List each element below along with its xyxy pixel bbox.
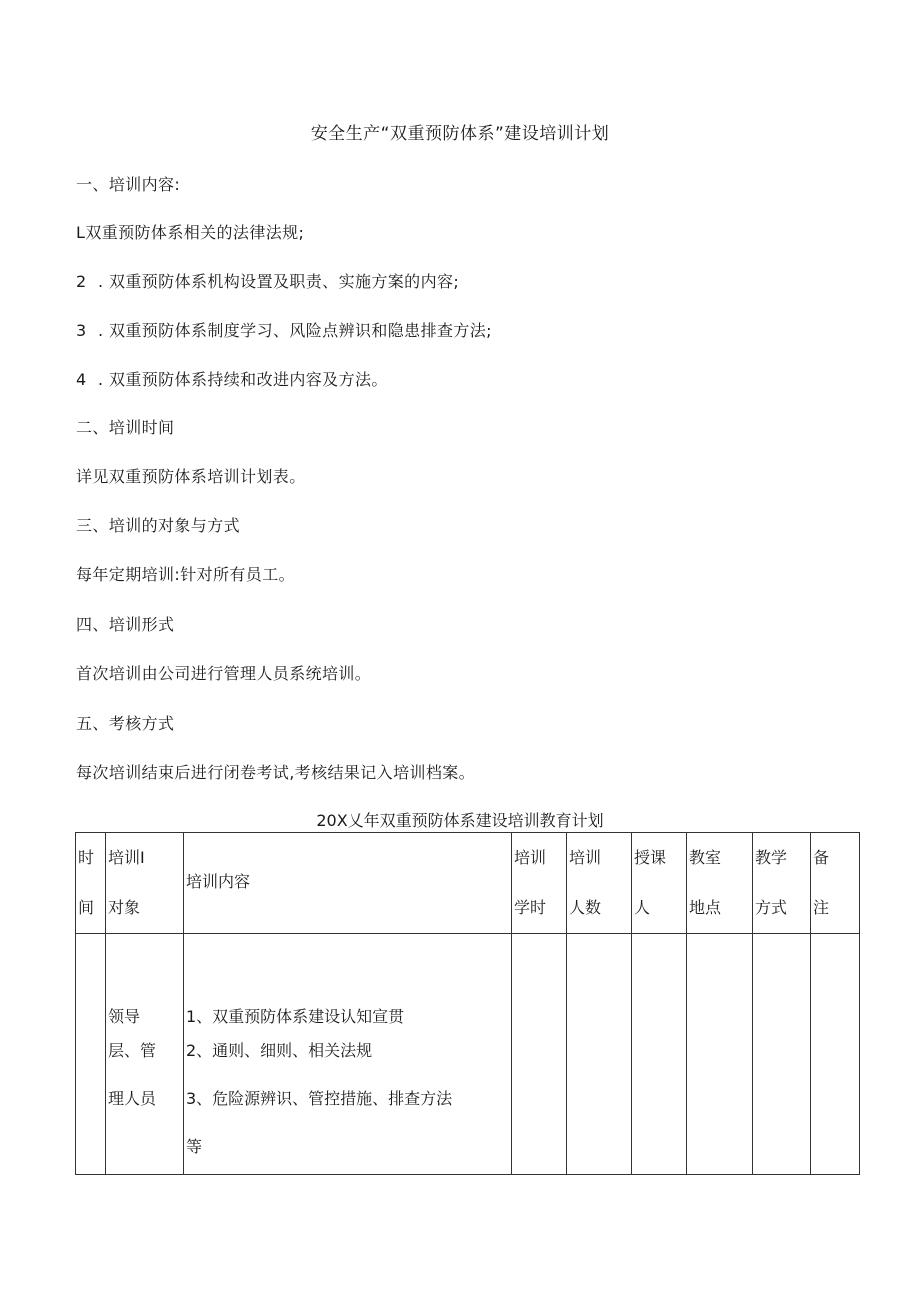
header-room: 教室 地点: [687, 833, 753, 934]
content-line-3: 3、危险源辨识、管控措施、排查方法: [186, 1089, 453, 1108]
cell-content: [184, 934, 512, 1175]
content-item-4: [76, 367, 388, 390]
table-title: 20X乂年双重预防体系建设培训教育计划: [316, 811, 604, 830]
item-text: . 双重预防体系制度学习、风险点辨识和隐患排查方法;: [98, 321, 492, 340]
target-line-1: 领导: [108, 1007, 141, 1026]
item-number: 2: [76, 272, 87, 291]
content-line-1: 1、双重预防体系建设认知宣贯: [186, 1007, 405, 1026]
header-hours: 培训 学时: [512, 833, 567, 934]
content-item-3: [76, 318, 492, 341]
header-count: 培训 人数: [567, 833, 632, 934]
header-remark: 备 注: [811, 833, 860, 934]
section-heading-assessment: 五、考核方式: [76, 714, 175, 733]
item-number: 3: [76, 321, 87, 340]
item-number: 4: [76, 370, 87, 389]
item-text: . 双重预防体系机构设置及职责、实施方案的内容;: [98, 272, 460, 291]
content-line-2: 2、通则、细则、相关法规: [186, 1041, 373, 1060]
content-line-4: 等: [186, 1137, 203, 1156]
target-line-3: 理人员: [108, 1089, 157, 1108]
header-method: 教学 方式: [753, 833, 811, 934]
content-item-2: [76, 269, 459, 292]
content-item-1: [76, 220, 304, 243]
cell-time: [76, 934, 106, 1175]
section-heading-time: 二、培训时间: [76, 418, 175, 437]
section-body-form: 首次培训由公司进行管理人员系统培训。: [76, 664, 372, 683]
cell-teacher: [632, 934, 687, 1175]
header-teacher: 授课 人: [632, 833, 687, 934]
header-content: 培训内容: [184, 833, 512, 934]
cell-count: [567, 934, 632, 1175]
table-row: [76, 934, 860, 1175]
section-body-time: 详见双重预防体系培训计划表。: [76, 467, 306, 486]
item-text: 双重预防体系相关的法律法规;: [85, 223, 305, 242]
table-header-row: [76, 833, 860, 934]
cell-hours: [512, 934, 567, 1175]
training-plan-table: [75, 832, 860, 1175]
cell-target: [106, 934, 184, 1175]
section-body-target: 每年定期培训:针对所有员工。: [76, 565, 295, 584]
document-title: 安全生产“双重预防体系”建设培训计划: [310, 124, 610, 144]
header-target: 培训I 对象: [106, 833, 184, 934]
header-time: 时 间: [76, 833, 106, 934]
cell-remark: [811, 934, 860, 1175]
section-body-assessment: 每次培训结束后进行闭卷考试,考核结果记入培训档案。: [76, 763, 476, 782]
section-heading-content: 一、培训内容:: [76, 175, 181, 194]
item-text: . 双重预防体系持续和改进内容及方法。: [98, 370, 388, 389]
item-number: L: [76, 223, 86, 242]
section-heading-form: 四、培训形式: [76, 615, 175, 634]
cell-room: [687, 934, 753, 1175]
target-line-2: 层、管: [108, 1041, 157, 1060]
cell-method: [753, 934, 811, 1175]
section-heading-target: 三、培训的对象与方式: [76, 516, 241, 535]
